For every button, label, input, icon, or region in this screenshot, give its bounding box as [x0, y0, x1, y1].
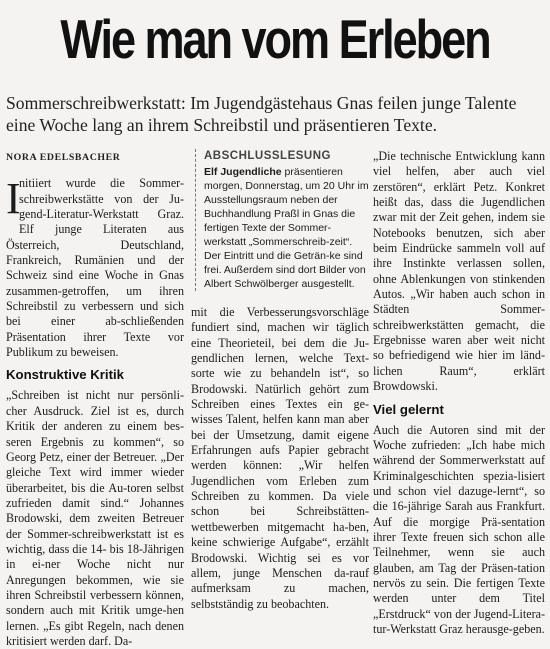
info-box-body: präsentieren morgen, Donnerstag, um 20 Uhr im Ausstellungsraum neben der Buchhandlung Praßl in Gnas die fertigen Texte der Sommer-werkstatt „Sommerschreib-zeit“. Der Eintritt und die Geträn-ke sind frei. Außerdem sind dort Bilder von Albert Schwölberger ausgestellt.	[204, 166, 369, 290]
body-paragraph: mit die Verbesserungsvorschläge fundiert sind, machen wir täglich eine Theorieteil, bei dem die Ju-gendlichen lernen, welche Text-sorte wie zu behandeln ist“, so Brodowski. Natürlich gehört zum Schreiben eines Textes ein ge-wisses Talent, helfen kann man aber bei der Umsetzung, damit eigene Erfahrungen aufs Papier gebracht werden können: „Wir helfen Jugendlichen vom Erleben zum Schreiben zu kommen. Da viele schon bei Schreibstätten-wettbewerben mitgemacht ha-ben, keine schwierige Aufgabe“, erzählt Brodowski. Wichtig sei es vor allem, junge Menschen da-rauf aufmerksam zu machen, selbstständig zu beobachten.	[191, 305, 369, 611]
body-paragraph: Auch die Autoren sind mit der Woche zufrieden: „Ich habe mich während der Sommerwerkstatt auf Kriminalgeschichten spezia-lisiert und schon viel dazuge-lernt“, so die 16-jährige Sarah aus Frankfurt. Auf die morgige Prä-sentation ihrer Texte freuen sich schon alle Teilnehmer, wenn sie auch glauben, am Tag der Präsen-tation nervös zu sein. Die fertigen Texte werden unter dem Titel „Erstdruck“ von der Jugend-Litera-tur-Werkstatt Graz herausge-geben.	[373, 422, 545, 636]
info-box	[195, 149, 369, 291]
byline: NORA EDELSBACHER	[6, 152, 121, 163]
body-paragraph: „Schreiben ist nicht nur persönli-cher Ausdruck. Ziel ist es, durch Kritik der anderen zu einem bes-seren Ergebnis zu kommen“, so Georg Petz, einer der Betreuer. „Der gleiche Text wird immer wieder überarbeitet, bis die Au-toren selbst zufrieden damit sind.“ Johannes Brodowski, dem zweiten Betreuer der Sommer-schreibwerkstatt ist es wichtig, dass die 14- bis 18-Jährigen in ei-ner Woche nicht nur Anregungen bekommen, wie sie ihren Schreibstil verbessern können, sondern auch mit Kritik umge-hen lernen. „Es gibt Regeln, nach denen kritisiert werden darf. Da-	[6, 388, 184, 648]
intro-paragraph: nitiiert wurde die Sommer-schreibwerkstätte von der Ju-gend-Literatur-Werkstatt Graz. Elf junge Literaten aus Österreich, Deutschland, Frankreich, Rumänien und der Schweiz sind eine Woche in Gnas zusammen-getroffen, um ihren Schreibstil zu verbessern und sich bei einer ab-schließenden Präsentation ihrer Texte vor Publikum zu beweisen.	[6, 176, 184, 360]
drop-cap: I	[6, 174, 21, 224]
info-box-text	[204, 165, 369, 291]
headline: Wie man vom Erleben	[60, 8, 490, 70]
column-1	[6, 149, 184, 649]
body-paragraph: „Die technische Entwicklung kann viel helfen, aber auch viel zerstören“, erklärt Petz. Konkret heißt das, dass die Jugendlichen zwar mit der Zeit gehen, indem sie Notebooks benutzen, sich aber beim Eindrücke sammeln voll auf ihre Instinkte verlassen sollen, ohne Ablenkungen von stinkenden Autos. „Wir haben auch schon in Städten Sommer-schreibwerkstätten gemacht, die Ergebnisse waren aber weit nicht so befriedigend wie hier im länd-lichen Raum“, erklärt Browdowski.	[373, 149, 545, 394]
info-box-title: ABSCHLUSSLESUNG	[204, 150, 331, 162]
subline: Sommerschreibwerkstatt: Im Jugendgästehaus Gnas feilen junge Talente eine Woche lang an ihrem Schreibstil und präsentieren Texte.	[6, 93, 517, 135]
column-3	[373, 149, 545, 637]
info-box-lead: Elf Jugendliche	[204, 166, 282, 178]
subhead-viel-gelernt: Viel gelernt	[373, 401, 444, 417]
subhead-konstruktive-kritik: Konstruktive Kritik	[6, 367, 124, 383]
column-2	[191, 149, 369, 612]
